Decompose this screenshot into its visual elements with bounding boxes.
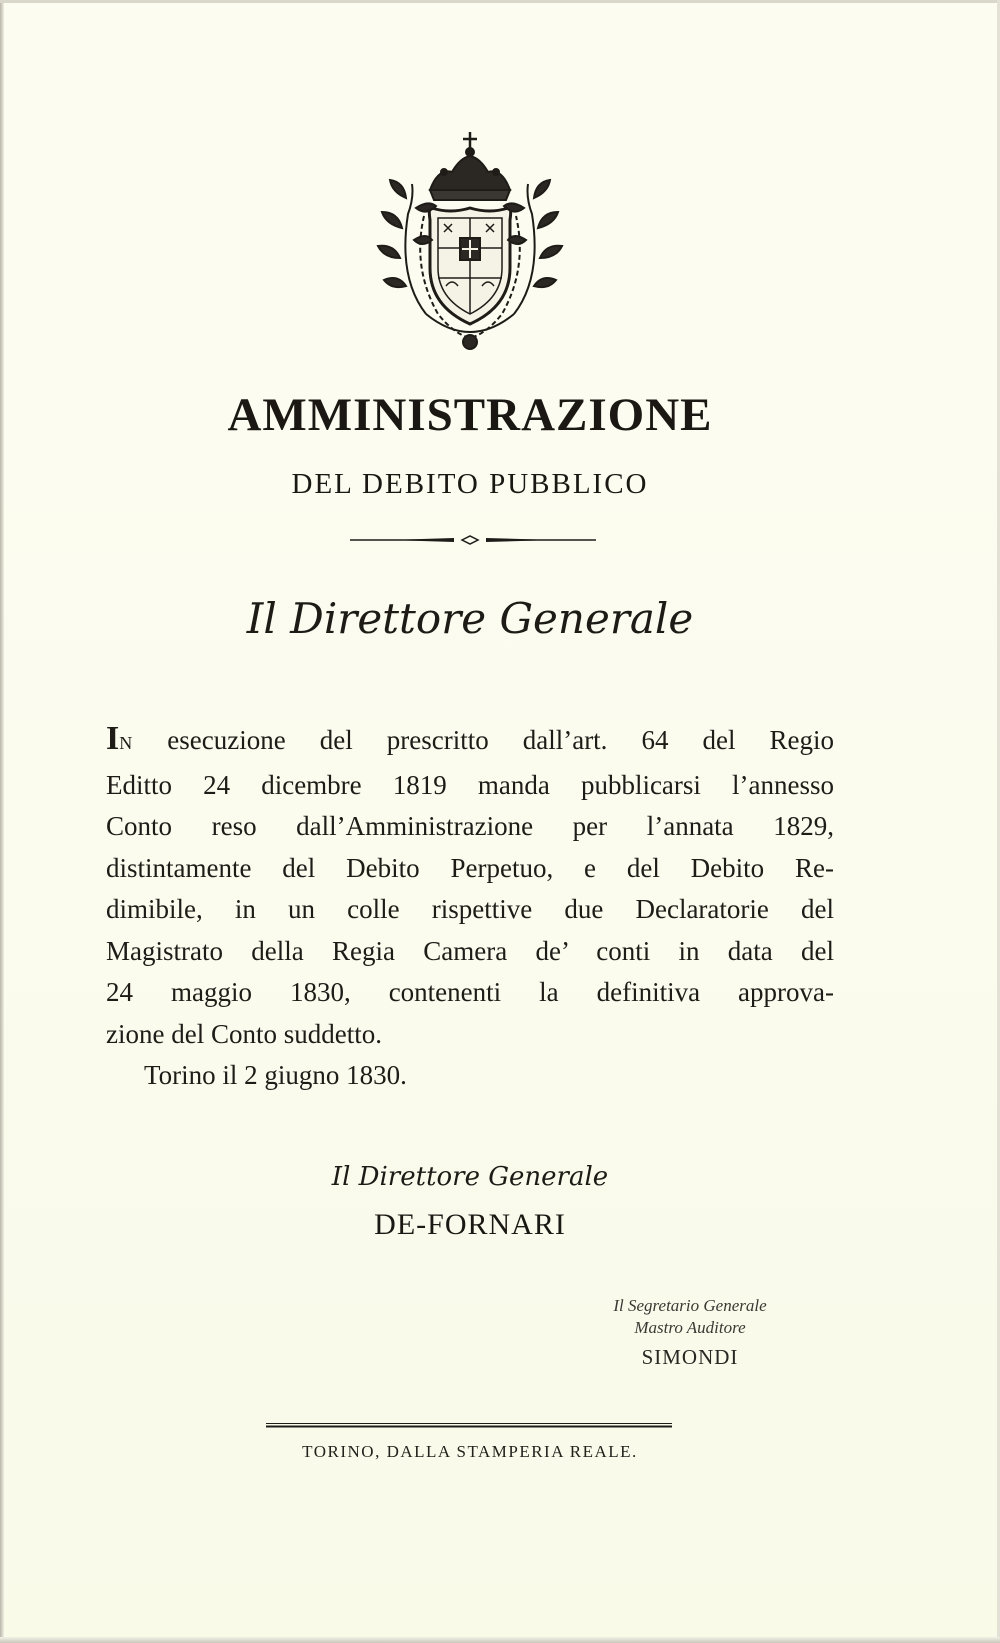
paragraph-line: Conto reso dall’Amministrazione per l’annata 1829,	[106, 811, 834, 841]
paragraph-line-text: esecuzione del prescritto dall’art. 64 del Regio	[133, 725, 834, 755]
signatory-title: Il Direttore Generale	[331, 1162, 609, 1192]
printer-imprint: TORINO, DALLA STAMPERIA REALE.	[302, 1442, 638, 1461]
drop-cap: I	[106, 720, 120, 757]
secretary-role: Il Segretario Generale	[613, 1296, 767, 1315]
dateline: Torino il 2 giugno 1830.	[144, 1060, 407, 1090]
secretary-name: SIMONDI	[641, 1345, 739, 1369]
paragraph-line: Editto 24 dicembre 1819 manda pubblicarsi l’annesso	[106, 769, 834, 800]
footer-double-rule	[266, 1422, 672, 1428]
paragraph-line: distintamente del Debito Perpetuo, e del Debito Re-	[106, 852, 834, 883]
crowned-coat-of-arms-icon	[368, 128, 572, 354]
page-edge-bottom	[0, 1637, 1000, 1643]
director-general-heading: Il Direttore Generale	[246, 594, 694, 643]
secretary-rank: Mastro Auditore	[634, 1318, 746, 1337]
drop-cap-continuation: N	[119, 733, 134, 753]
paragraph-line: Magistrato della Regia Camera de’ conti in data del	[106, 935, 834, 966]
document-subtitle: DEL DEBITO PUBBLICO	[291, 468, 649, 500]
decree-paragraph	[106, 718, 834, 1097]
page-edge-top	[0, 0, 1000, 3]
page-edge-left	[0, 0, 4, 1643]
paragraph-line: 24 maggio 1830, contenenti la definitiva approva-	[106, 977, 834, 1007]
paragraph-line	[106, 718, 834, 765]
paragraph-line: dimibile, in un colle rispettive due Declaratorie del	[106, 894, 834, 924]
paragraph-line: zione del Conto suddetto.	[106, 1018, 382, 1049]
document-title: AMMINISTRAZIONE	[227, 389, 713, 441]
signatory-name: DE-FORNARI	[374, 1208, 566, 1241]
ornamental-rule-icon	[350, 535, 596, 545]
